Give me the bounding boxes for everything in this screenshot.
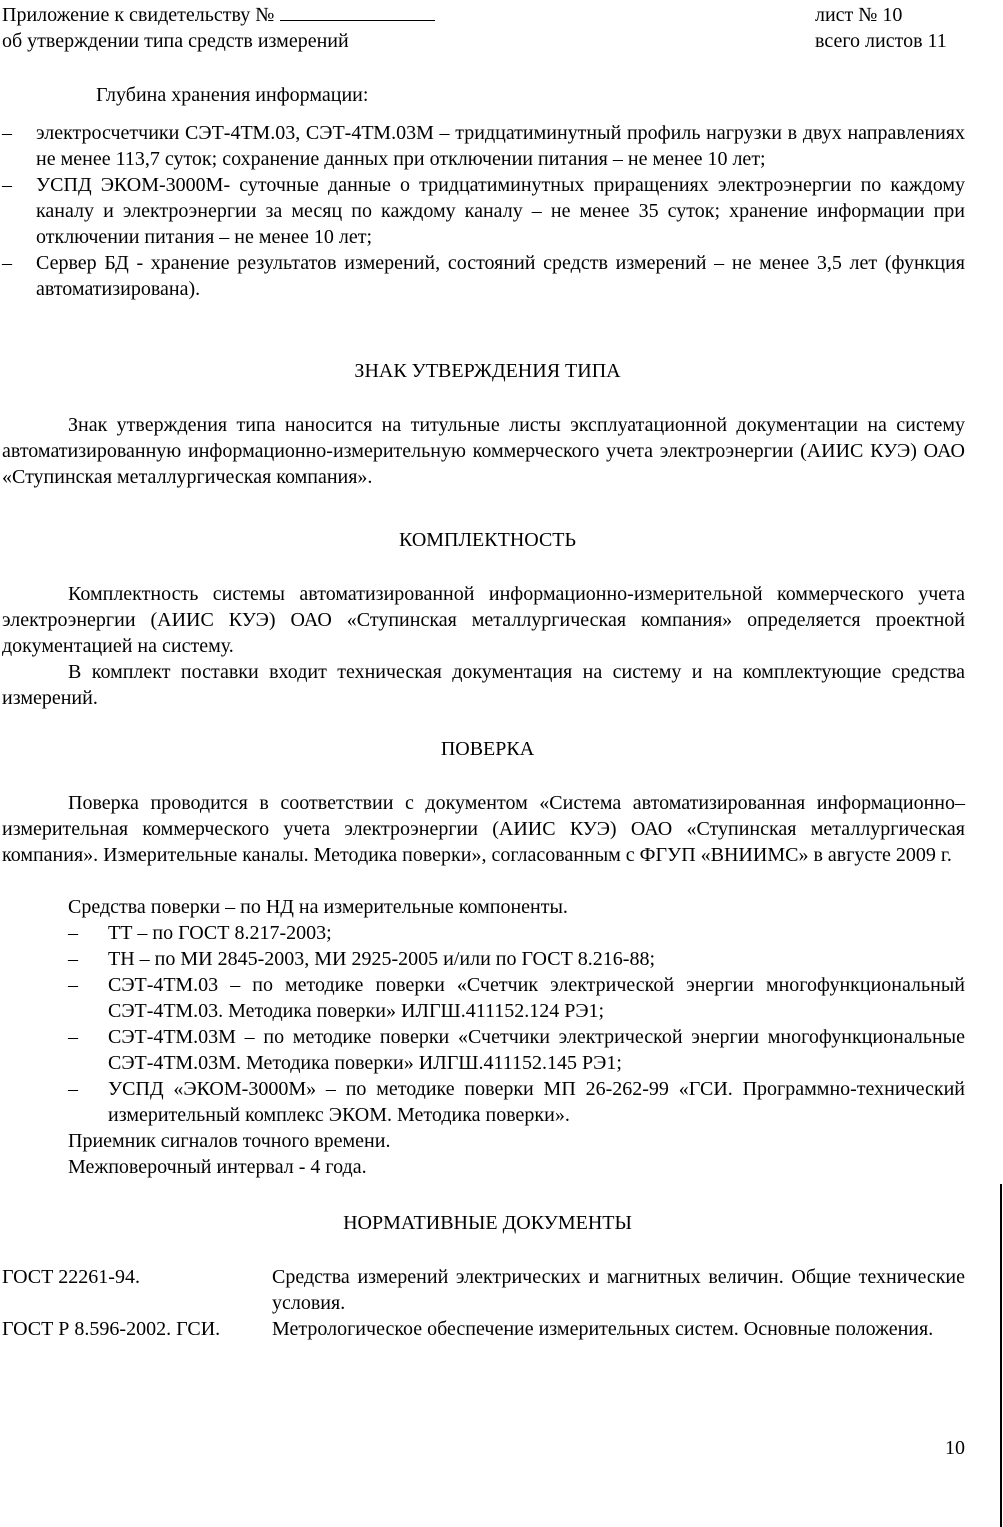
completeness-paragraph-2: В комплект поставки входит техническая документация на систему и на комплектующие средства измерений. <box>2 661 965 709</box>
section-heading-verification: ПОВЕРКА <box>440 738 535 760</box>
list-item <box>68 1076 965 1128</box>
storage-list <box>2 120 965 302</box>
verification-interval-text: Межповерочный интервал - 4 года. <box>68 1156 367 1178</box>
dash-bullet: – <box>68 922 78 944</box>
section-heading-normative-docs: НОРМАТИВНЫЕ ДОКУМЕНТЫ <box>343 1212 632 1234</box>
doc-description: Метрологическое обеспечение измерительных систем. Основные положения. <box>272 1318 934 1340</box>
page-header-left <box>2 2 435 54</box>
list-item-text: ТТ – по ГОСТ 8.217-2003; <box>108 922 332 944</box>
storage-title: Глубина хранения информации: <box>96 84 369 106</box>
dash-bullet: – <box>68 974 78 996</box>
list-item <box>68 920 965 946</box>
list-item-text: электросчетчики СЭТ-4ТМ.03, СЭТ-4ТМ.03М – тридцатиминутный профиль нагрузки в двух направлениях не менее 113,7 суток; сохранение данных при отключении питания – не менее 10 лет; <box>36 122 965 170</box>
list-item-text: УСПД ЭКОМ-3000М- суточные данные о тридцатиминутных приращениях электроэнергии по каждому каналу и электроэнергии за месяц по каждому каналу – не менее 35 суток; хранение информации при отключении питания – не менее 10 лет; <box>36 174 965 248</box>
dash-bullet: – <box>2 252 12 274</box>
certificate-line <box>2 2 435 28</box>
list-item-text: СЭТ-4ТМ.03М – по методике поверки «Счетчики электрической энергии многофункциональные СЭТ-4ТМ.03М. Методика поверки» ИЛГШ.411152.145 РЭ1; <box>108 1026 965 1074</box>
approval-line: об утверждении типа средств измерений <box>2 30 349 52</box>
page-number: 10 <box>945 1437 965 1459</box>
list-item-text: Сервер БД - хранение результатов измерений, состояний средств измерений – не менее 3,5 лет (функция автоматизирована). <box>36 252 965 300</box>
certificate-number-blank <box>280 2 435 21</box>
list-item <box>68 946 965 972</box>
dash-bullet: – <box>2 174 12 196</box>
list-item <box>2 172 965 250</box>
section-heading-approval-sign: ЗНАК УТВЕРЖДЕНИЯ ТИПА <box>354 360 621 382</box>
doc-code: ГОСТ Р 8.596-2002. ГСИ. <box>2 1318 221 1340</box>
approval-sign-paragraph: Знак утверждения типа наносится на титульные листы эксплуатационной документации на систему автоматизированную информационно-измерительную коммерческого учета электроэнергии (АИИС КУЭ) ОАО «Ступинская металлургическая компания». <box>2 414 965 488</box>
list-item <box>2 120 965 172</box>
dash-bullet: – <box>2 122 12 144</box>
list-item <box>2 250 965 302</box>
list-item <box>68 1024 965 1076</box>
dash-bullet: – <box>68 948 78 970</box>
verification-tools-list <box>68 920 965 1128</box>
certificate-label: Приложение к свидетельству № <box>2 4 275 26</box>
doc-code: ГОСТ 22261-94. <box>2 1266 140 1288</box>
margin-rule <box>1000 1184 1002 1527</box>
normative-docs-table <box>0 1264 1003 1374</box>
list-item-text: СЭТ-4ТМ.03 – по методике поверки «Счетчик электрической энергии многофункциональный СЭТ-4ТМ.03. Методика поверки» ИЛГШ.411152.124 РЭ1; <box>108 974 965 1022</box>
doc-description: Средства измерений электрических и магнитных величин. Общие технические условия. <box>272 1266 965 1314</box>
section-heading-completeness: КОМПЛЕКТНОСТЬ <box>398 529 577 551</box>
completeness-paragraph-1: Комплектность системы автоматизированной информационно-измерительной коммерческого учета электроэнергии (АИИС КУЭ) ОАО «Ступинская металлургическая компания» определяется проектной документацией на систему. <box>2 583 965 657</box>
list-item-text: УСПД «ЭКОМ-3000М» – по методике поверки МП 26-262-99 «ГСИ. Программно-технический измерительный комплекс ЭКОМ. Методика поверки». <box>108 1078 965 1126</box>
verification-paragraph: Поверка проводится в соответствии с документом «Система автоматизированная информационно–измерительная коммерческого учета электроэнергии (АИИС КУЭ) ОАО «Ступинская металлургическая компания». Измерительные каналы. Методика поверки», согласованным с ФГУП «ВНИИМС» в августе 2009 г. <box>2 792 965 866</box>
time-receiver-text: Приемник сигналов точного времени. <box>68 1130 391 1152</box>
dash-bullet: – <box>68 1078 78 1100</box>
total-sheets: всего листов 11 <box>815 30 947 52</box>
list-item <box>68 972 965 1024</box>
verification-tools-intro: Средства поверки – по НД на измерительные компоненты. <box>68 896 568 918</box>
sheet-number: лист № 10 <box>815 4 903 26</box>
dash-bullet: – <box>68 1026 78 1048</box>
page-header-right <box>815 2 947 54</box>
list-item-text: ТН – по МИ 2845-2003, МИ 2925-2005 и/или по ГОСТ 8.216-88; <box>108 948 656 970</box>
